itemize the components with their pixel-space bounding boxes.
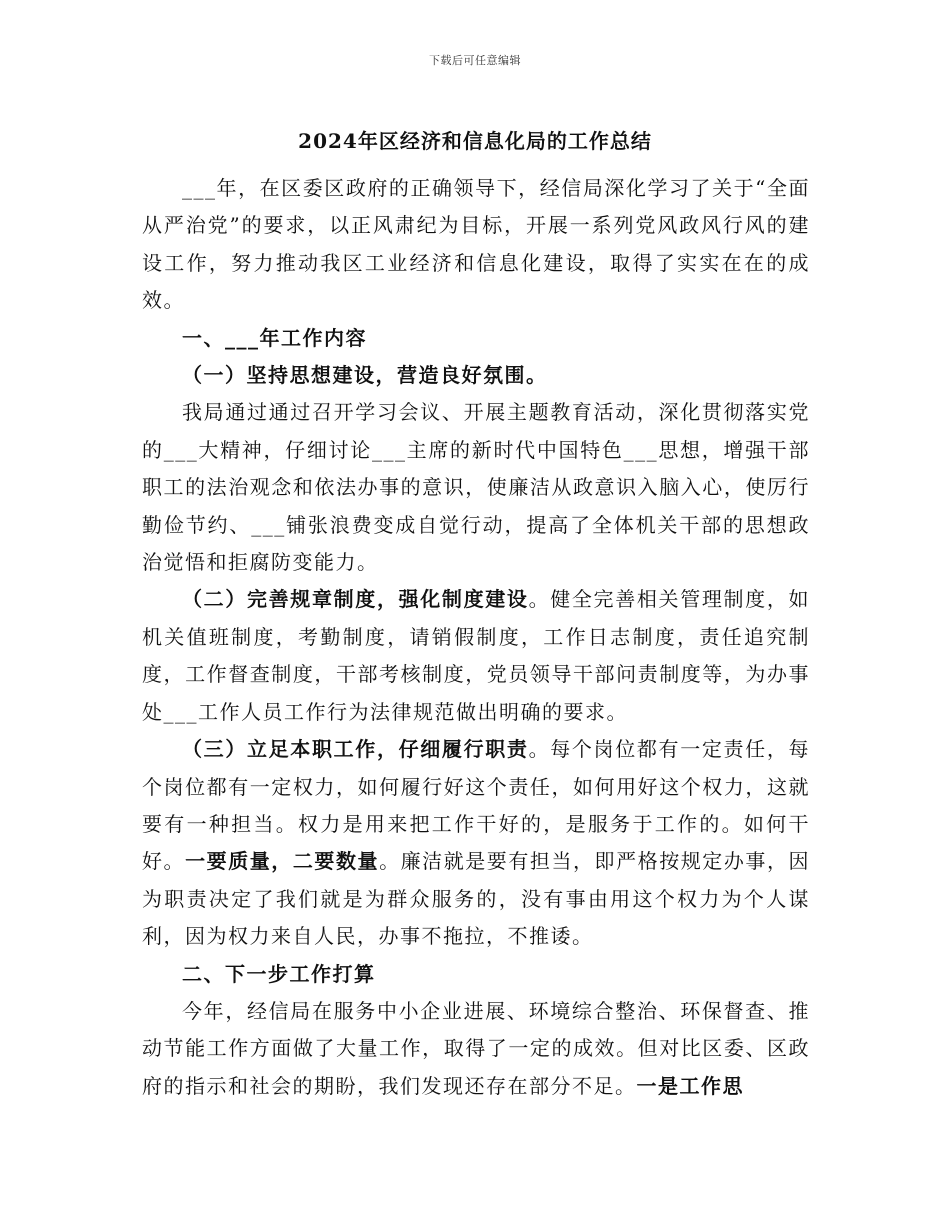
subsection-3-paragraph (142, 731, 810, 955)
page-title: 2024年区经济和信息化局的工作总结 (298, 129, 652, 153)
section-2-text: 今年，经信局在服务中小企业进展、环境综合整治、环保督查、推动节能工作方面做了大量工作，取得了一定的成效。但对比区委、区政府的指示和社会的期盼，我们发现还存在部分不足。 (142, 998, 810, 1098)
section-2-paragraph (142, 993, 810, 1105)
intro-paragraph: ___年，在区委区政府的正确领导下，经信局深化学习了关于“全面从严治党”的要求，以正风肃纪为目标，开展一系列党风政风行风的建设工作，努力推动我区工业经济和信息化建设，取得了实实在在的成效。 (142, 176, 810, 313)
header-note: 下载后可任意编辑 (429, 54, 521, 67)
subsection-3-heading: （三）立足本职工作，仔细履行职责 (182, 737, 529, 762)
subsection-3-emphasis: 一要质量，二要数量 (185, 849, 380, 874)
section-2-heading: 二、下一步工作打算 (182, 961, 376, 986)
subsection-2-paragraph (142, 581, 810, 731)
subsection-3-text-a: 。每个岗位都有一定责任，每个岗位都有一定权力，如何履行好这个责任，如何用好这个权力，这就要有一种担当。权力是用来把工作干好的，是服务于工作的。如何干好。 (142, 737, 811, 874)
document-body (142, 170, 810, 1105)
subsection-3-text-b: 。廉洁就是要有担当，即严格按规定办事，因为职责决定了我们就是为群众服务的，没有事由用这个权力为个人谋利，因为权力来自人民，办事不拖拉，不推诿。 (142, 849, 811, 949)
subsection-2-heading: （二）完善规章制度，强化制度建设 (182, 587, 529, 612)
subsection-1-heading: （一）坚持思想建设，营造良好氛围。 (182, 363, 548, 388)
subsection-1-paragraph: 我局通过通过召开学习会议、开展主题教育活动，深化贯彻落实党的___大精神，仔细讨论___主席的新时代中国特色___思想，增强干部职工的法治观念和依法办事的意识，使廉洁从政意识入脑入心，使厉行勤俭节约、___铺张浪费变成自觉行动，提高了全体机关干部的思想政治觉悟和拒腐防变能力。 (142, 400, 810, 575)
section-2-emphasis: 一是工作思 (636, 1073, 744, 1098)
section-1-heading: 一、___年工作内容 (182, 325, 367, 350)
subsection-2-text: 。健全完善相关管理制度，如机关值班制度，考勤制度，请销假制度，工作日志制度，责任追究制度，工作督查制度，干部考核制度，党员领导干部问责制度等，为办事处___工作人员工作行为法律规范做出明确的要求。 (142, 587, 811, 724)
